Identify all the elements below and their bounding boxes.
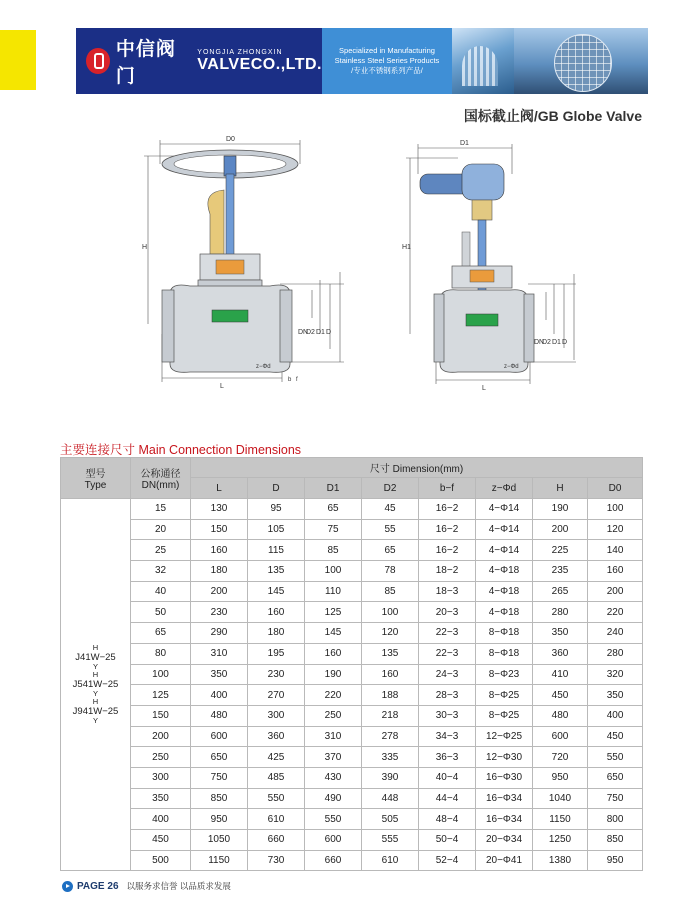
yoke — [208, 190, 224, 254]
table-cell: 400 — [191, 685, 248, 706]
table-row — [61, 581, 643, 602]
table-cell: 400 — [131, 809, 191, 830]
table-cell: 16−Φ30 — [476, 767, 533, 788]
table-cell: 600 — [533, 726, 588, 747]
table-cell: 555 — [362, 830, 419, 851]
label-d1: D1 — [316, 329, 325, 336]
table-cell: 4−Φ18 — [476, 561, 533, 582]
table-cell: 350 — [131, 788, 191, 809]
table-cell: 300 — [131, 767, 191, 788]
table-row — [61, 643, 643, 664]
label-d: D — [326, 329, 332, 336]
section-title: 主要连接尺寸 Main Connection Dimensions — [60, 443, 302, 457]
table-cell: 20−3 — [419, 602, 476, 623]
table-cell: 48−4 — [419, 809, 476, 830]
table-cell: 950 — [588, 850, 643, 871]
type-line-sub: Y — [92, 662, 98, 672]
table-cell: 425 — [248, 747, 305, 768]
table-row — [61, 623, 643, 644]
table-cell: 190 — [533, 499, 588, 520]
type-header — [61, 458, 131, 499]
page-number: PAGE 26 — [77, 880, 119, 892]
table-cell: 130 — [191, 499, 248, 520]
footer-slogan: 以服务求信誉 以品质求发展 — [126, 881, 231, 891]
table-cell: 50 — [131, 602, 191, 623]
table-cell: 110 — [305, 581, 362, 602]
table-cell: 115 — [248, 540, 305, 561]
table-row — [61, 767, 643, 788]
table-cell: 370 — [305, 747, 362, 768]
table-cell: 25 — [131, 540, 191, 561]
column-header-6: H — [533, 478, 588, 499]
flange-right — [280, 290, 292, 362]
table-cell: 4−Φ18 — [476, 581, 533, 602]
table-cell: 65 — [305, 499, 362, 520]
table-cell: 30−3 — [419, 705, 476, 726]
dimensions-table-wrap — [60, 457, 642, 871]
brand-name-en-small: YONGJIA ZHONGXIN — [197, 48, 283, 56]
tagline-line-1: Specialized in Manufacturing — [339, 46, 435, 55]
disc-seat — [466, 314, 498, 326]
header-banner — [76, 28, 648, 94]
table-cell: 75 — [305, 519, 362, 540]
type-line-main: J41W−25 — [75, 652, 116, 664]
table-row — [61, 519, 643, 540]
table-body — [61, 499, 643, 871]
footer — [62, 880, 231, 892]
table-cell: 480 — [191, 705, 248, 726]
table-cell: 32 — [131, 561, 191, 582]
table-row — [61, 540, 643, 561]
table-cell: 80 — [131, 643, 191, 664]
table-cell: 50−4 — [419, 830, 476, 851]
table-cell: 220 — [305, 685, 362, 706]
table-cell: 1380 — [533, 850, 588, 871]
type-line-main: J541W−25 — [72, 679, 119, 691]
table-cell: 40−4 — [419, 767, 476, 788]
table-cell: 100 — [362, 602, 419, 623]
table-cell: 4−Φ18 — [476, 602, 533, 623]
table-cell: 500 — [131, 850, 191, 871]
column-header-3: D2 — [362, 478, 419, 499]
table-cell: 720 — [533, 747, 588, 768]
table-row — [61, 499, 643, 520]
table-row — [61, 602, 643, 623]
actuator-gearbox — [462, 164, 504, 200]
type-line-sup: H — [92, 670, 99, 680]
table-cell: 270 — [248, 685, 305, 706]
table-cell: 180 — [248, 623, 305, 644]
table-cell: 22−3 — [419, 643, 476, 664]
table-cell: 4−Φ14 — [476, 519, 533, 540]
column-header-7: D0 — [588, 478, 643, 499]
play-arrow-icon — [62, 881, 73, 892]
table-cell: 610 — [362, 850, 419, 871]
table-cell: 22−3 — [419, 623, 476, 644]
table-cell: 278 — [362, 726, 419, 747]
table-cell: 8−Φ25 — [476, 685, 533, 706]
table-cell: 300 — [248, 705, 305, 726]
table-cell: 505 — [362, 809, 419, 830]
table-cell: 650 — [588, 767, 643, 788]
flange-left — [162, 290, 174, 362]
label-d1-top: D1 — [460, 140, 469, 147]
table-cell: 400 — [588, 705, 643, 726]
table-cell: 34−3 — [419, 726, 476, 747]
table-cell: 200 — [588, 581, 643, 602]
table-cell: 320 — [588, 664, 643, 685]
table-cell: 450 — [588, 726, 643, 747]
table-cell: 45 — [362, 499, 419, 520]
flange-left — [434, 294, 444, 362]
column-header-4: b−f — [419, 478, 476, 499]
table-cell: 290 — [191, 623, 248, 644]
dimension-header: 尺寸 Dimension(mm) — [191, 458, 643, 478]
disc-seat — [212, 310, 248, 322]
type-line-sub: Y — [92, 716, 98, 726]
table-cell: 350 — [533, 623, 588, 644]
table-cell: 250 — [305, 705, 362, 726]
table-cell: 16−2 — [419, 519, 476, 540]
label-zphid: z−Φd — [504, 364, 519, 370]
table-cell: 120 — [362, 623, 419, 644]
table-cell: 160 — [305, 643, 362, 664]
globe-icon — [554, 34, 612, 92]
table-cell: 200 — [191, 581, 248, 602]
table-cell: 20−Φ41 — [476, 850, 533, 871]
yellow-side-tab — [0, 30, 36, 90]
table-cell: 660 — [305, 850, 362, 871]
label-d1: D1 — [552, 339, 561, 346]
stadium-photo — [452, 28, 514, 94]
dimensions-table — [60, 457, 643, 871]
table-cell: 950 — [533, 767, 588, 788]
table-cell: 8−Φ18 — [476, 623, 533, 644]
table-cell: 16−Φ34 — [476, 788, 533, 809]
table-cell: 950 — [191, 809, 248, 830]
table-cell: 490 — [305, 788, 362, 809]
table-cell: 850 — [588, 830, 643, 851]
label-d0: D0 — [226, 136, 235, 143]
table-cell: 16−Φ34 — [476, 809, 533, 830]
table-cell: 24−3 — [419, 664, 476, 685]
table-cell: 280 — [588, 643, 643, 664]
table-cell: 610 — [248, 809, 305, 830]
table-row — [61, 705, 643, 726]
dn-header-cn: 公称通径 — [140, 469, 181, 480]
table-cell: 1250 — [533, 830, 588, 851]
globe-photo — [514, 28, 648, 94]
table-cell: 235 — [533, 561, 588, 582]
label-d: D — [562, 339, 568, 346]
table-cell: 160 — [191, 540, 248, 561]
table-cell: 188 — [362, 685, 419, 706]
tagline-cn: /专业不锈钢系列产品/ — [351, 66, 423, 75]
column-header-5: z−Φd — [476, 478, 533, 499]
table-cell: 448 — [362, 788, 419, 809]
label-f: f — [296, 377, 298, 383]
table-cell: 12−Φ30 — [476, 747, 533, 768]
table-cell: 480 — [533, 705, 588, 726]
electric-globe-valve-drawing — [398, 134, 578, 392]
table-cell: 145 — [248, 581, 305, 602]
label-l: L — [220, 383, 224, 390]
column-header-1: D — [248, 478, 305, 499]
table-cell: 485 — [248, 767, 305, 788]
table-cell: 600 — [191, 726, 248, 747]
table-cell: 125 — [131, 685, 191, 706]
table-row — [61, 788, 643, 809]
table-cell: 28−3 — [419, 685, 476, 706]
table-cell: 12−Φ25 — [476, 726, 533, 747]
table-cell: 150 — [191, 519, 248, 540]
table-cell: 180 — [191, 561, 248, 582]
table-cell: 20−Φ34 — [476, 830, 533, 851]
table-cell: 100 — [305, 561, 362, 582]
table-cell: 350 — [191, 664, 248, 685]
table-cell: 78 — [362, 561, 419, 582]
table-cell: 800 — [588, 809, 643, 830]
label-d2: D2 — [306, 329, 315, 336]
table-cell: 200 — [131, 726, 191, 747]
table-cell: 750 — [191, 767, 248, 788]
table-cell: 410 — [533, 664, 588, 685]
type-line-sup: H — [92, 697, 99, 707]
label-l: L — [482, 385, 486, 392]
table-cell: 85 — [305, 540, 362, 561]
tagline-block — [322, 28, 452, 94]
table-cell: 230 — [191, 602, 248, 623]
table-cell: 550 — [305, 809, 362, 830]
table-cell: 18−3 — [419, 581, 476, 602]
table-cell: 310 — [191, 643, 248, 664]
valve-body — [170, 285, 290, 372]
table-cell: 140 — [588, 540, 643, 561]
table-cell: 160 — [588, 561, 643, 582]
table-cell: 52−4 — [419, 850, 476, 871]
column-header-2: D1 — [305, 478, 362, 499]
table-cell: 240 — [588, 623, 643, 644]
valve-body — [440, 290, 528, 373]
table-cell: 18−2 — [419, 561, 476, 582]
table-cell: 218 — [362, 705, 419, 726]
table-cell: 40 — [131, 581, 191, 602]
table-row — [61, 830, 643, 851]
table-cell: 85 — [362, 581, 419, 602]
table-cell: 350 — [588, 685, 643, 706]
table-cell: 430 — [305, 767, 362, 788]
table-row — [61, 850, 643, 871]
table-cell: 65 — [131, 623, 191, 644]
table-cell: 160 — [248, 602, 305, 623]
table-cell: 125 — [305, 602, 362, 623]
table-cell: 105 — [248, 519, 305, 540]
table-cell: 4−Φ14 — [476, 540, 533, 561]
table-cell: 1040 — [533, 788, 588, 809]
type-cell — [61, 499, 131, 871]
table-row — [61, 726, 643, 747]
label-h: H — [142, 244, 148, 251]
dn-header-en: DN(mm) — [141, 480, 180, 491]
table-cell: 450 — [533, 685, 588, 706]
table-cell: 230 — [248, 664, 305, 685]
table-row — [61, 809, 643, 830]
type-header-en: Type — [84, 480, 107, 491]
type-line-sub: Y — [92, 689, 98, 699]
table-cell: 600 — [305, 830, 362, 851]
table-cell: 16−2 — [419, 499, 476, 520]
table-cell: 265 — [533, 581, 588, 602]
table-cell: 750 — [588, 788, 643, 809]
label-dn: DN — [534, 339, 545, 346]
table-cell: 95 — [248, 499, 305, 520]
brand-name-cn: 中信阀门 — [115, 39, 176, 87]
column-header-0: L — [191, 478, 248, 499]
table-cell: 195 — [248, 643, 305, 664]
dn-header — [131, 458, 191, 499]
label-zphid: z−Φd — [256, 364, 271, 370]
table-cell: 310 — [305, 726, 362, 747]
table-cell: 16−2 — [419, 540, 476, 561]
table-cell: 150 — [131, 705, 191, 726]
table-cell: 660 — [248, 830, 305, 851]
table-cell: 135 — [362, 643, 419, 664]
table-cell: 100 — [588, 499, 643, 520]
type-line-sup: H — [92, 643, 99, 653]
type-line-main: J941W−25 — [72, 706, 119, 718]
table-cell: 8−Φ23 — [476, 664, 533, 685]
tagline-line-2: Stainless Steel Series Products — [334, 56, 440, 65]
table-cell: 1050 — [191, 830, 248, 851]
table-cell: 55 — [362, 519, 419, 540]
table-cell: 280 — [533, 602, 588, 623]
table-cell: 4−Φ14 — [476, 499, 533, 520]
table-cell: 450 — [131, 830, 191, 851]
table-cell: 200 — [533, 519, 588, 540]
table-cell: 8−Φ25 — [476, 705, 533, 726]
table-row — [61, 561, 643, 582]
brand-block — [76, 28, 322, 94]
table-cell: 1150 — [191, 850, 248, 871]
company-logo-icon — [86, 48, 110, 74]
table-cell: 360 — [533, 643, 588, 664]
table-cell: 8−Φ18 — [476, 643, 533, 664]
table-cell: 360 — [248, 726, 305, 747]
flange-right — [524, 294, 534, 362]
table-cell: 730 — [248, 850, 305, 871]
manual-globe-valve-drawing — [140, 134, 350, 392]
table-row — [61, 685, 643, 706]
page-title: 国标截止阀/GB Globe Valve — [463, 108, 642, 124]
label-dn: DN — [298, 329, 309, 336]
label-h1: H1 — [402, 244, 411, 251]
table-cell: 390 — [362, 767, 419, 788]
brand-name-en-big: VALVECO.,LTD. — [197, 55, 322, 73]
table-cell: 160 — [362, 664, 419, 685]
table-cell: 15 — [131, 499, 191, 520]
table-cell: 190 — [305, 664, 362, 685]
table-cell: 145 — [305, 623, 362, 644]
table-cell: 250 — [131, 747, 191, 768]
label-b: b — [288, 377, 292, 383]
type-header-cn: 型号 — [85, 469, 106, 480]
table-cell: 550 — [588, 747, 643, 768]
table-row — [61, 664, 643, 685]
table-cell: 650 — [191, 747, 248, 768]
table-cell: 335 — [362, 747, 419, 768]
table-cell: 65 — [362, 540, 419, 561]
table-cell: 44−4 — [419, 788, 476, 809]
table-row — [61, 747, 643, 768]
table-cell: 220 — [588, 602, 643, 623]
table-cell: 100 — [131, 664, 191, 685]
table-cell: 225 — [533, 540, 588, 561]
table-cell: 135 — [248, 561, 305, 582]
table-cell: 850 — [191, 788, 248, 809]
brand-name-en — [197, 49, 322, 74]
table-cell: 20 — [131, 519, 191, 540]
table-cell: 1150 — [533, 809, 588, 830]
label-d2: D2 — [542, 339, 551, 346]
table-cell: 550 — [248, 788, 305, 809]
table-cell: 36−3 — [419, 747, 476, 768]
table-cell: 120 — [588, 519, 643, 540]
